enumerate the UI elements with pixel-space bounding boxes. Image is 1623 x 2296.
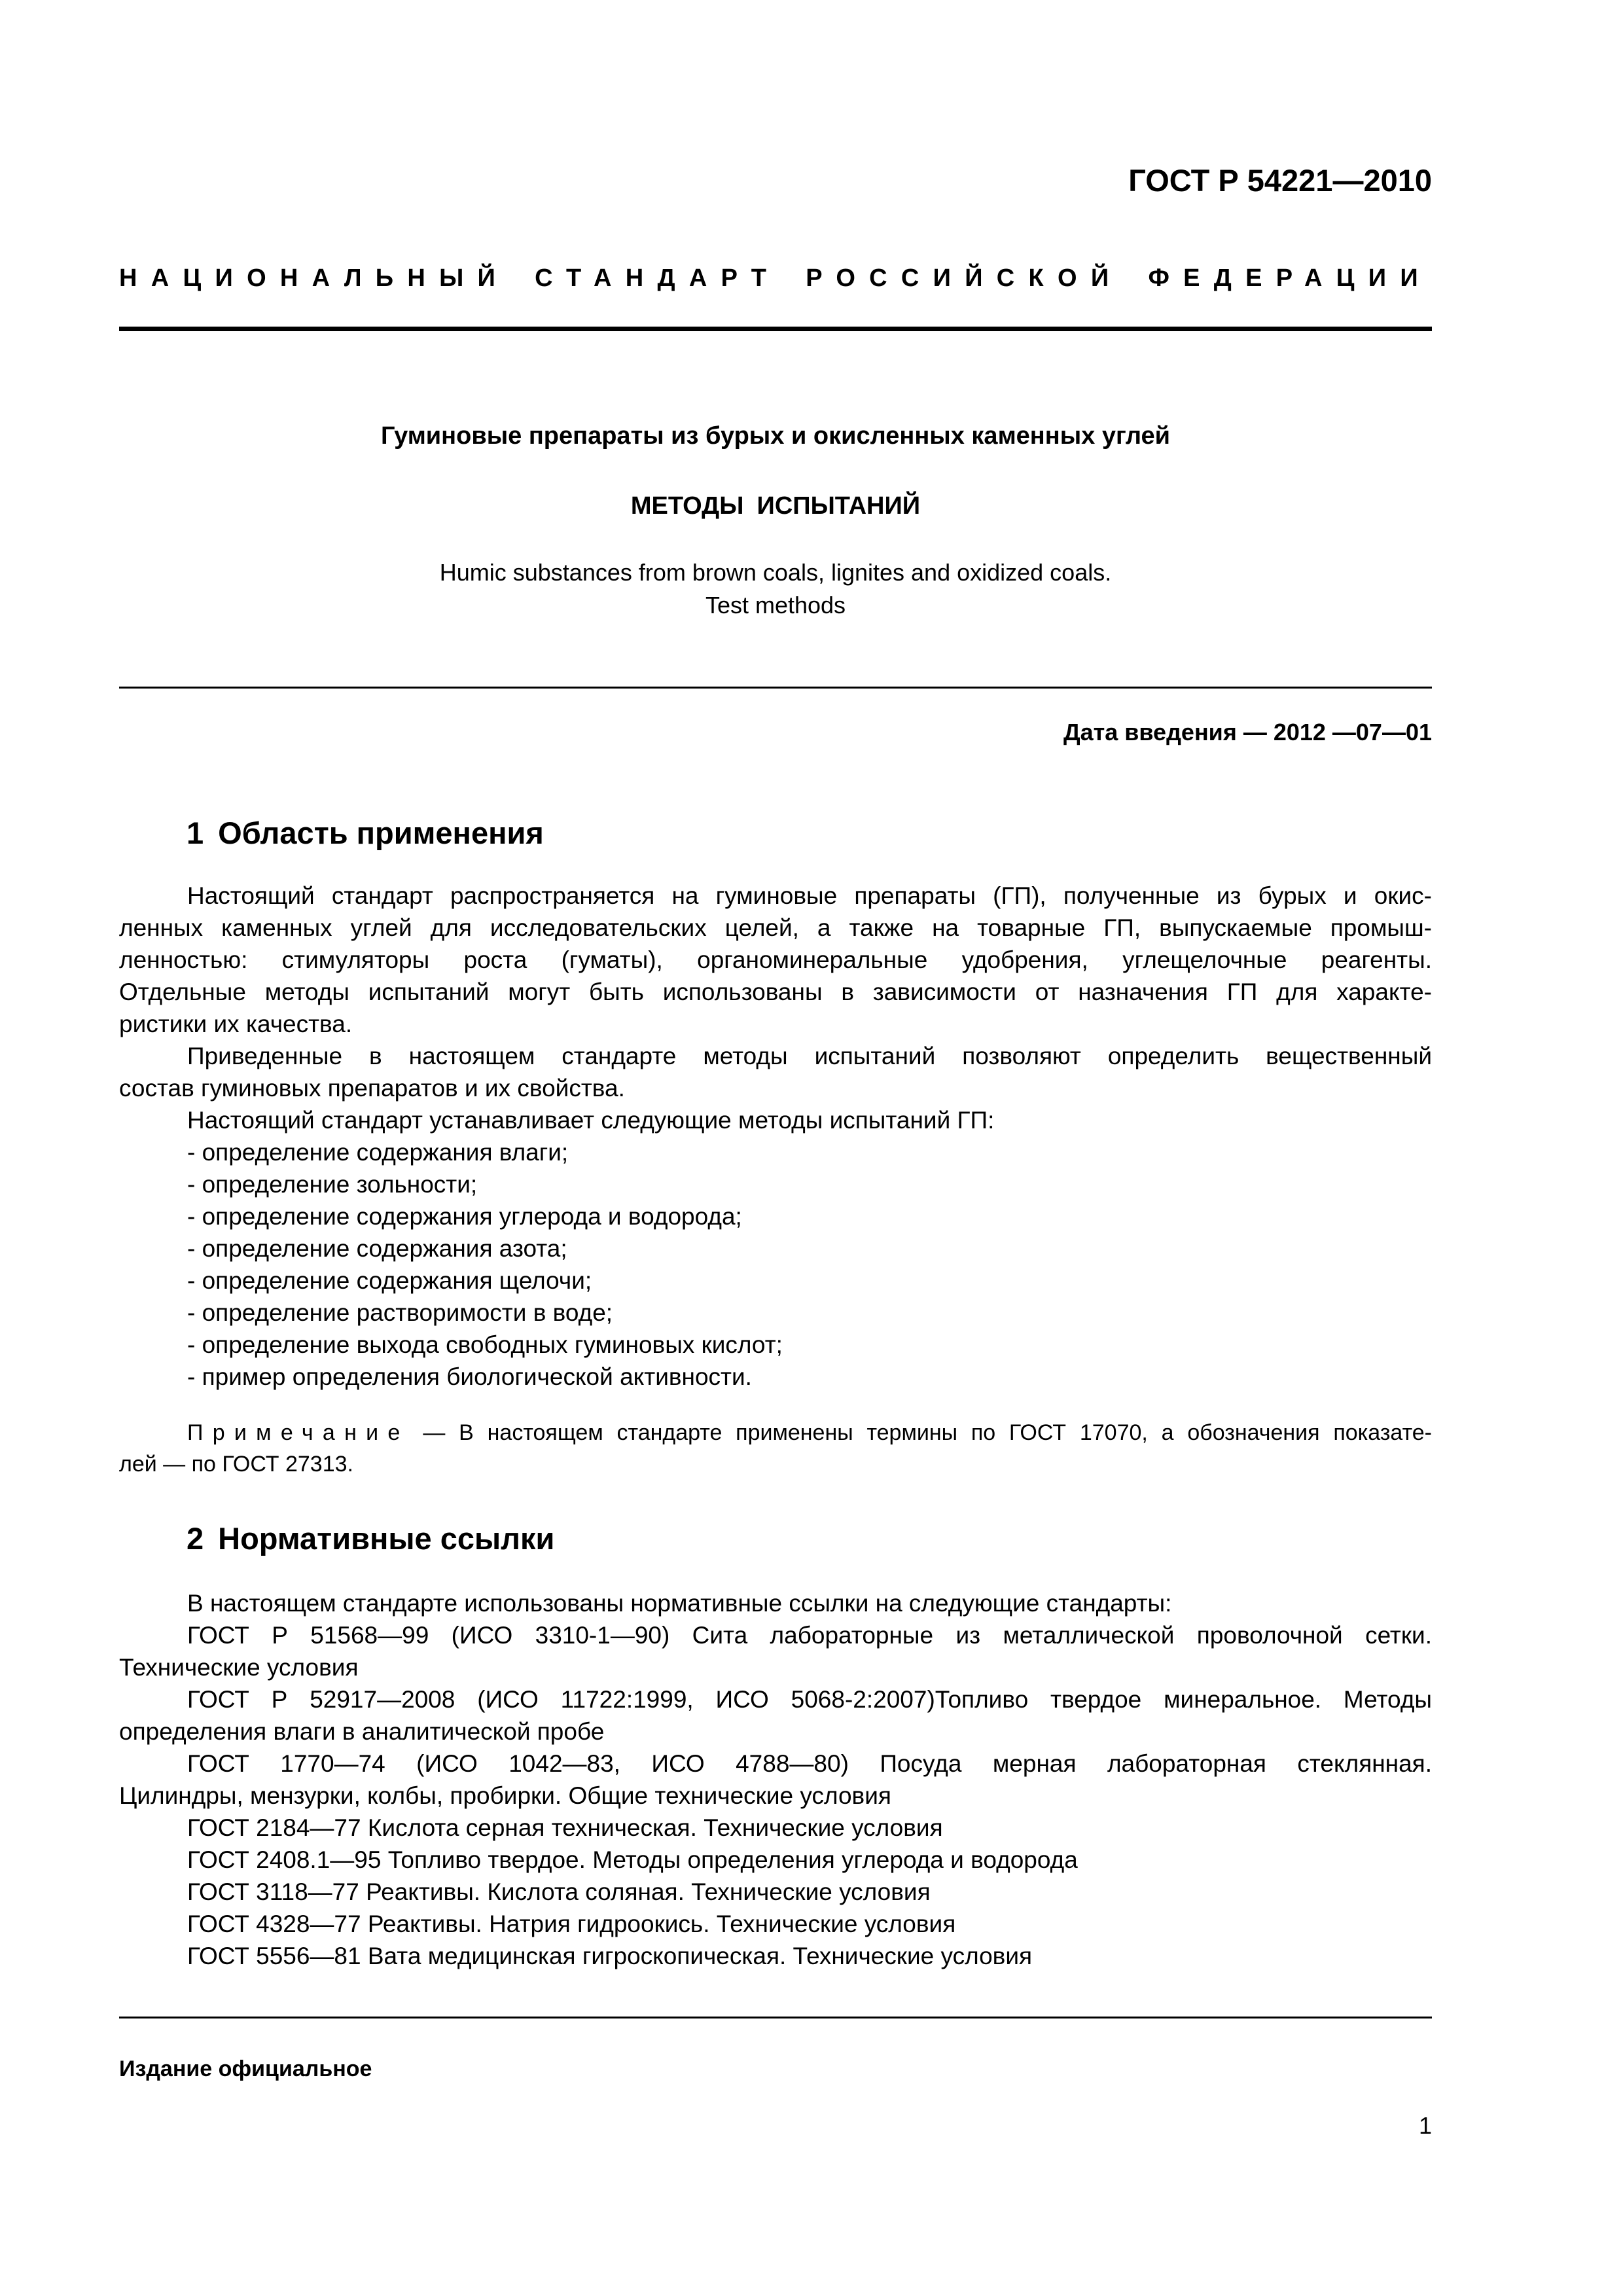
section-1-body — [119, 880, 1432, 1393]
list-item: - определение зольности; — [187, 1171, 478, 1198]
paragraph-line: Приведенные в настоящем стандарте методы испытаний позволяют определить вещественный — [187, 1043, 1432, 1069]
list-item: - определение выхода свободных гуминовых кислот; — [187, 1331, 783, 1358]
title-divider — [119, 687, 1432, 689]
standard-header-word: НАЦИОНАЛЬНЫЙ — [119, 264, 510, 292]
paragraph-line: состав гуминовых препаратов и их свойства. — [119, 1075, 625, 1102]
introduction-date: Дата введения — 2012 —07—01 — [1063, 719, 1432, 745]
header-divider — [119, 327, 1432, 331]
document-subtitle: МЕТОДЫ ИСПЫТАНИЙ — [630, 492, 921, 520]
paragraph-line: ристики их качества. — [119, 1011, 353, 1037]
list-item: - определение растворимости в воде; — [187, 1299, 613, 1326]
section-number: 2 — [187, 1521, 204, 1556]
note-line — [119, 1417, 1432, 1448]
english-title — [0, 556, 1551, 622]
note-line: лей — по ГОСТ 27313. — [119, 1452, 353, 1477]
note — [119, 1417, 1432, 1480]
paragraph-line: В настоящем стандарте использованы нормативные ссылки на следующие стандарты: — [187, 1590, 1172, 1617]
reference-line: ГОСТ 5556—81 Вата медицинская гигроскопическая. Технические условия — [187, 1943, 1033, 1969]
reference-line: ГОСТ Р 51568—99 (ИСО 3310-1—90) Сита лабораторные из металлической проволочной сетки. — [187, 1622, 1432, 1649]
paragraph-line: Настоящий стандарт устанавливает следующие методы испытаний ГП: — [187, 1107, 995, 1134]
page-number: 1 — [1418, 2112, 1432, 2139]
paragraph-line: Отдельные методы испытаний могут быть использованы в зависимости от назначения ГП для характе- — [119, 978, 1432, 1005]
paragraph-line: Настоящий стандарт распространяется на гуминовые препараты (ГП), полученные из бурых и окис- — [187, 882, 1432, 909]
section-2-heading — [187, 1520, 554, 1556]
english-title-line: Test methods — [705, 592, 846, 619]
note-label: Примечание — [187, 1420, 410, 1445]
reference-line: ГОСТ 2184—77 Кислота серная техническая. Технические условия — [187, 1814, 943, 1841]
reference-line: Технические условия — [119, 1654, 359, 1681]
standard-header — [119, 264, 1432, 293]
reference-line: Цилиндры, мензурки, колбы, пробирки. Общие технические условия — [119, 1782, 891, 1809]
english-title-line: Humic substances from brown coals, lignites and oxidized coals. — [439, 559, 1112, 586]
document-id: ГОСТ Р 54221—2010 — [1128, 163, 1432, 198]
section-number: 1 — [187, 816, 204, 850]
reference-line: ГОСТ Р 52917—2008 (ИСО 11722:1999, ИСО 5068-2:2007)Топливо твердое минеральное. Методы — [187, 1686, 1432, 1713]
methods-list — [119, 1136, 1432, 1393]
section-title: Область применения — [218, 816, 544, 850]
section-1-heading — [187, 815, 544, 851]
reference-line: ГОСТ 4328—77 Реактивы. Натрия гидроокись. Технические условия — [187, 1910, 956, 1937]
reference-line: ГОСТ 1770—74 (ИСО 1042—83, ИСО 4788—80) Посуда мерная лабораторная стеклянная. — [187, 1750, 1432, 1777]
note-text: — В настоящем стандарте применены термины по ГОСТ 17070, а обозначения показате- — [409, 1420, 1432, 1445]
standard-header-word: РОССИЙСКОЙ — [806, 264, 1123, 292]
reference-line: ГОСТ 2408.1—95 Топливо твердое. Методы определения углерода и водорода — [187, 1846, 1078, 1873]
footer-divider — [119, 2017, 1432, 2018]
standard-header-word: ФЕДЕРАЦИИ — [1148, 264, 1432, 292]
list-item: - определение содержания азота; — [187, 1235, 567, 1262]
document-title: Гуминовые препараты из бурых и окисленных каменных углей — [380, 422, 1171, 450]
section-2-body — [119, 1587, 1432, 1972]
edition-label: Издание официальное — [119, 2056, 372, 2081]
reference-line: определения влаги в аналитической пробе — [119, 1718, 605, 1745]
list-item: - определение содержания влаги; — [187, 1139, 569, 1166]
standard-header-word: СТАНДАРТ — [535, 264, 781, 292]
section-title: Нормативные ссылки — [218, 1521, 555, 1556]
list-item: - определение содержания щелочи; — [187, 1267, 592, 1294]
list-item: - пример определения биологической активности. — [187, 1363, 752, 1390]
paragraph-line: ленностью: стимуляторы роста (гуматы), органоминеральные удобрения, углещелочные реагенты. — [119, 946, 1432, 973]
reference-line: ГОСТ 3118—77 Реактивы. Кислота соляная. Технические условия — [187, 1878, 931, 1905]
list-item: - определение содержания углерода и водорода; — [187, 1203, 742, 1230]
paragraph-line: ленных каменных углей для исследовательских целей, а также на товарные ГП, выпускаемые промыш- — [119, 914, 1432, 941]
